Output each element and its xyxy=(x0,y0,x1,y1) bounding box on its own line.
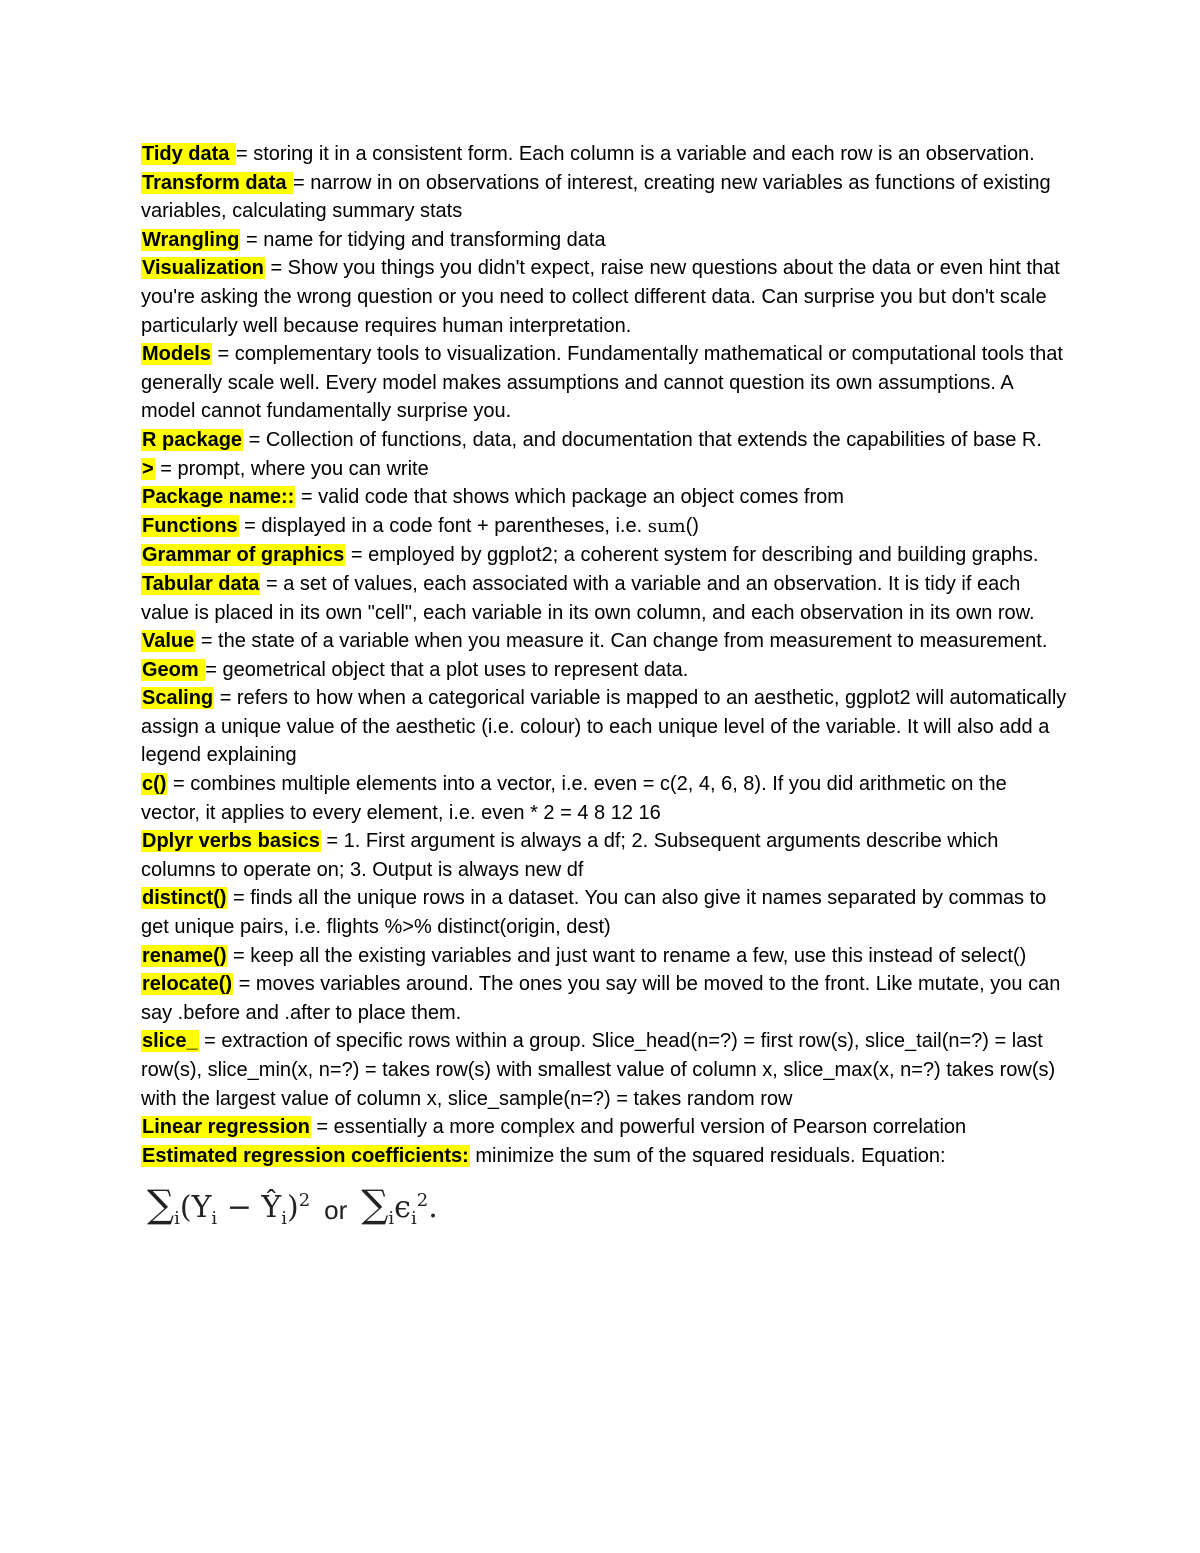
glossary-term: Value xyxy=(142,630,195,653)
glossary-definition: = essentially a more complex and powerful version of Pearson correlation xyxy=(310,1116,967,1139)
glossary-term: Estimated regression coefficients: xyxy=(142,1144,469,1167)
glossary-definition: = storing it in a consistent form. Each column is a variable and each row is an observation. xyxy=(236,143,1035,165)
glossary-term: Visualization xyxy=(142,257,264,280)
glossary-definition: minimize the sum of the squared residuals. Equation: xyxy=(469,1144,946,1167)
glossary-entry xyxy=(141,483,1071,512)
glossary-entry xyxy=(141,1113,1071,1142)
glossary-entry xyxy=(141,541,1071,570)
glossary-entry xyxy=(141,169,1071,226)
regression-equation xyxy=(147,1180,1071,1240)
glossary-term: > xyxy=(142,457,154,480)
glossary-entry xyxy=(141,570,1071,627)
glossary-definition: = displayed in a code font + parentheses, i.e. xyxy=(238,514,648,537)
glossary-definition: = name for tidying and transforming data xyxy=(240,228,606,251)
glossary-definition: = refers to how when a categorical variable is mapped to an aesthetic, ggplot2 will automatically assign a unique value of the aesthetic (i.e. colour) to each unique level of the variable. It will also add a legend explaining xyxy=(141,687,1067,767)
glossary-term: Geom xyxy=(142,658,205,681)
glossary-term: Tabular data xyxy=(142,572,260,595)
glossary-definition: = the state of a variable when you measure it. Can change from measurement to measurement. xyxy=(195,630,1048,653)
code-snippet: sum xyxy=(647,515,686,537)
glossary-definition: = complementary tools to visualization. Fundamentally mathematical or computational tools that generally scale well. Every model makes assumptions and cannot question its own assumptions. A model cannot fundamentally surprise you. xyxy=(141,343,1063,423)
glossary-definition: = valid code that shows which package an object comes from xyxy=(295,486,844,509)
glossary-entry xyxy=(141,656,1071,685)
glossary-term: slice_ xyxy=(142,1030,198,1053)
glossary-term: Package name:: xyxy=(142,486,295,509)
glossary-definition: = Show you things you didn't expect, raise new questions about the data or even hint that you're asking the wrong question or you need to collect different data. Can surprise you but don't scale particularly well because requires human interpretation. xyxy=(141,257,1060,337)
glossary-term: Models xyxy=(142,343,211,366)
glossary-definition: = combines multiple elements into a vector, i.e. even = c(2, 4, 6, 8). If you did arithmetic on the vector, it applies to every element, i.e. even * 2 = 4 8 12 16 xyxy=(141,773,1007,824)
glossary-entry xyxy=(141,455,1071,484)
glossary-definition: = finds all the unique rows in a dataset. You can also give it names separated by commas to get unique pairs, i.e. flights %>% distinct(origin, dest) xyxy=(141,887,1047,939)
glossary-definition: = a set of values, each associated with a variable and an observation. It is tidy if each value is placed in its own "cell", each variable in its own column, and each observation in its own row. xyxy=(141,572,1035,624)
glossary-definition-tail: () xyxy=(685,514,699,537)
glossary-definition: = extraction of specific rows within a group. Slice_head(n=?) = first row(s), slice_tail(n=?) = last row(s), slice_min(x, n=?) = takes row(s) with smallest value of column x, slice_max(x, n=?) takes row(s) with the largest value of column x, slice_sample(n=?) = takes random row xyxy=(141,1030,1056,1110)
glossary-entry xyxy=(141,254,1071,340)
glossary-entry xyxy=(141,684,1071,770)
glossary-term: Scaling xyxy=(142,687,214,710)
glossary-term: Linear regression xyxy=(142,1116,310,1139)
glossary-term: Transform data xyxy=(142,171,293,194)
glossary-entry xyxy=(141,226,1071,255)
glossary-term: Grammar of graphics xyxy=(142,544,345,567)
glossary-entry xyxy=(141,1142,1071,1171)
glossary-definition: = narrow in on observations of interest, creating new variables as functions of existing variables, calculating summary stats xyxy=(141,171,1051,223)
equation-or-word: or xyxy=(324,1195,348,1226)
glossary-entry xyxy=(141,512,1071,542)
sum-epsilon-expression: $\sum_i\epsilon_i^2$. xyxy=(361,1182,438,1230)
glossary-entry xyxy=(141,426,1071,455)
sum-symbol: ∑ xyxy=(147,1182,175,1227)
glossary-entry xyxy=(141,627,1071,656)
glossary-term: Wrangling xyxy=(142,228,240,251)
glossary-definition: = prompt, where you can write xyxy=(154,457,429,480)
glossary-entry xyxy=(141,770,1071,827)
glossary-definition: = 1. First argument is always a df; 2. Subsequent arguments describe which columns to operate on; 3. Output is always new df xyxy=(141,830,999,881)
glossary-entry xyxy=(141,1027,1071,1113)
glossary-term: relocate() xyxy=(142,973,233,996)
glossary-entry xyxy=(141,884,1071,941)
sum-squared-residuals-expression: $\sum_i(Y_i$ − $Ŷ_i)^2$ xyxy=(147,1182,311,1230)
glossary-term: R package xyxy=(142,428,243,451)
glossary-term: Tidy data xyxy=(142,143,235,165)
glossary-definition: = employed by ggplot2; a coherent system for describing and building graphs. xyxy=(345,544,1039,567)
glossary-definition: = geometrical object that a plot uses to represent data. xyxy=(205,658,689,681)
glossary-definition: = keep all the existing variables and just want to rename a few, use this instead of select() xyxy=(227,944,1027,967)
glossary-definition: = Collection of functions, data, and documentation that extends the capabilities of base R. xyxy=(243,428,1042,451)
sum-symbol: ∑ xyxy=(361,1182,389,1227)
glossary-entry xyxy=(141,140,1071,169)
glossary-term: Dplyr verbs basics xyxy=(142,830,320,853)
glossary-entry xyxy=(141,970,1071,1027)
glossary-term: Functions xyxy=(142,514,238,537)
glossary-entry xyxy=(141,827,1071,884)
glossary-definition: = moves variables around. The ones you say will be moved to the front. Like mutate, you can say .before and .after to place them. xyxy=(141,973,1061,1024)
glossary-entry xyxy=(141,340,1071,426)
glossary-term: rename() xyxy=(142,944,227,967)
glossary-list xyxy=(141,140,1071,1170)
glossary-term: c() xyxy=(142,773,167,796)
glossary-entry xyxy=(141,942,1071,971)
glossary-term: distinct() xyxy=(142,887,227,910)
document-body xyxy=(141,140,1071,1240)
